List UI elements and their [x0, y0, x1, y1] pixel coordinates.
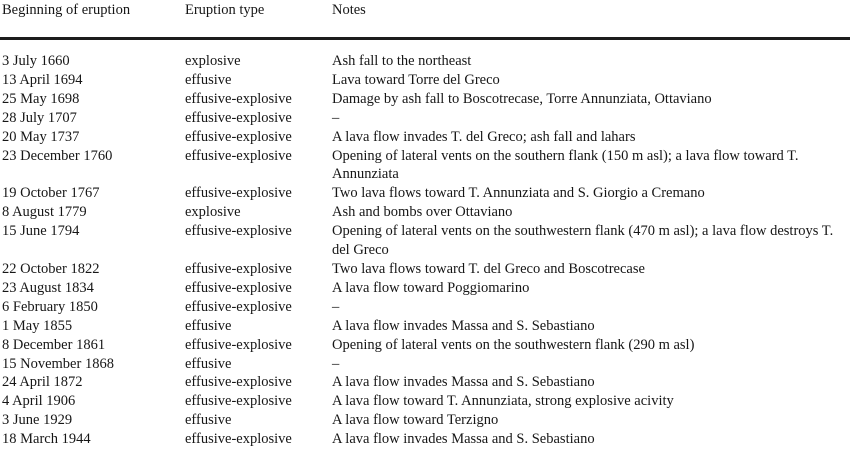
eruption-note-cell: Lava toward Torre del Greco: [332, 71, 500, 88]
table-header-row: [2, 2, 850, 18]
table-row: [2, 71, 850, 90]
eruption-type-cell: effusive-explosive: [185, 336, 292, 353]
eruption-type-cell: effusive-explosive: [185, 279, 292, 296]
eruption-date-cell: 3 June 1929: [2, 412, 73, 429]
table-row: [2, 90, 850, 109]
table-row: [2, 373, 850, 392]
eruption-date-cell: 15 November 1868: [2, 355, 114, 372]
eruption-note-cell: A lava flow toward Terzigno: [332, 412, 499, 429]
table-body: [2, 52, 850, 449]
eruption-type-cell: effusive: [185, 71, 232, 88]
eruption-note-cell: Opening of lateral vents on the southwestern flank (290 m asl): [332, 336, 695, 353]
eruption-type-cell: effusive-explosive: [185, 298, 292, 315]
eruption-note-cell: A lava flow invades T. del Greco; ash fall and lahars: [332, 128, 636, 145]
eruption-type-cell: explosive: [185, 53, 241, 69]
table-row: [2, 109, 850, 128]
eruption-note-cell: Opening of lateral vents on the southern flank (150 m asl); a lava flow toward T. Annunziata: [332, 147, 799, 183]
eruption-note-cell: Two lava flows toward T. Annunziata and S. Giorgio a Cremano: [332, 185, 705, 202]
eruption-note-cell: Two lava flows toward T. del Greco and Boscotrecase: [332, 260, 645, 277]
eruption-note-cell: Damage by ash fall to Boscotrecase, Torre Annunziata, Ottaviano: [332, 90, 712, 107]
eruption-type-cell: effusive-explosive: [185, 109, 292, 126]
table-row: [2, 298, 850, 317]
eruption-type-cell: effusive-explosive: [185, 260, 292, 277]
eruption-date-cell: 3 July 1660: [2, 53, 70, 69]
eruption-type-cell: effusive: [185, 355, 232, 372]
eruption-type-cell: effusive-explosive: [185, 128, 292, 145]
table-row: [2, 392, 850, 411]
eruption-type-cell: effusive-explosive: [185, 393, 292, 410]
eruption-date-cell: 25 May 1698: [2, 90, 80, 107]
column-header-eruption-type: Eruption type: [185, 2, 265, 18]
eruption-type-cell: effusive-explosive: [185, 90, 292, 107]
eruption-note-cell: –: [332, 298, 340, 315]
eruption-note-cell: –: [332, 109, 340, 126]
eruption-date-cell: 23 August 1834: [2, 279, 94, 296]
eruption-note-cell: A lava flow invades Massa and S. Sebastiano: [332, 317, 595, 334]
eruption-date-cell: 24 April 1872: [2, 374, 83, 391]
eruption-note-cell: A lava flow toward Poggiomarino: [332, 279, 530, 296]
table-row: [2, 260, 850, 279]
eruption-date-cell: 18 March 1944: [2, 431, 91, 448]
eruption-date-cell: 8 December 1861: [2, 336, 106, 353]
table-row: [2, 411, 850, 430]
column-header-beginning-of-eruption: Beginning of eruption: [2, 2, 131, 18]
table-row: [2, 355, 850, 374]
table-row: [2, 317, 850, 336]
eruption-note-cell: A lava flow toward T. Annunziata, strong explosive acivity: [332, 393, 674, 410]
eruption-type-cell: effusive-explosive: [185, 185, 292, 202]
eruption-date-cell: 6 February 1850: [2, 298, 98, 315]
eruption-type-cell: explosive: [185, 204, 241, 221]
eruption-note-cell: Ash and bombs over Ottaviano: [332, 204, 513, 221]
header-divider-rule: [0, 37, 850, 40]
eruption-type-cell: effusive-explosive: [185, 147, 292, 164]
eruption-type-cell: effusive: [185, 412, 232, 429]
eruption-date-cell: 8 August 1779: [2, 204, 87, 221]
eruption-note-cell: A lava flow invades Massa and S. Sebastiano: [332, 431, 595, 448]
eruption-date-cell: 23 December 1760: [2, 147, 113, 164]
table-row: [2, 222, 850, 260]
table-row: [2, 430, 850, 449]
table-row: [2, 147, 850, 185]
eruption-date-cell: 1 May 1855: [2, 317, 73, 334]
eruption-date-cell: 22 October 1822: [2, 260, 100, 277]
eruptions-table: [2, 2, 850, 449]
eruption-type-cell: effusive-explosive: [185, 431, 292, 448]
table-row: [2, 128, 850, 147]
eruption-note-cell: –: [332, 355, 340, 372]
column-header-notes: Notes: [332, 2, 366, 18]
eruption-date-cell: 13 April 1694: [2, 71, 83, 88]
eruption-date-cell: 15 June 1794: [2, 223, 80, 240]
eruption-date-cell: 19 October 1767: [2, 185, 100, 202]
eruption-note-cell: Opening of lateral vents on the southwestern flank (470 m asl); a lava flow destroys T. del Greco: [332, 223, 834, 259]
eruption-type-cell: effusive: [185, 317, 232, 334]
eruption-note-cell: Ash fall to the northeast: [332, 53, 472, 69]
eruption-type-cell: effusive-explosive: [185, 223, 292, 240]
eruption-date-cell: 20 May 1737: [2, 128, 80, 145]
table-row: [2, 52, 850, 71]
table-row: [2, 336, 850, 355]
eruption-note-cell: A lava flow invades Massa and S. Sebastiano: [332, 374, 595, 391]
table-row: [2, 203, 850, 222]
eruption-type-cell: effusive-explosive: [185, 374, 292, 391]
eruption-date-cell: 4 April 1906: [2, 393, 76, 410]
table-row: [2, 184, 850, 203]
eruption-date-cell: 28 July 1707: [2, 109, 77, 126]
table-row: [2, 279, 850, 298]
